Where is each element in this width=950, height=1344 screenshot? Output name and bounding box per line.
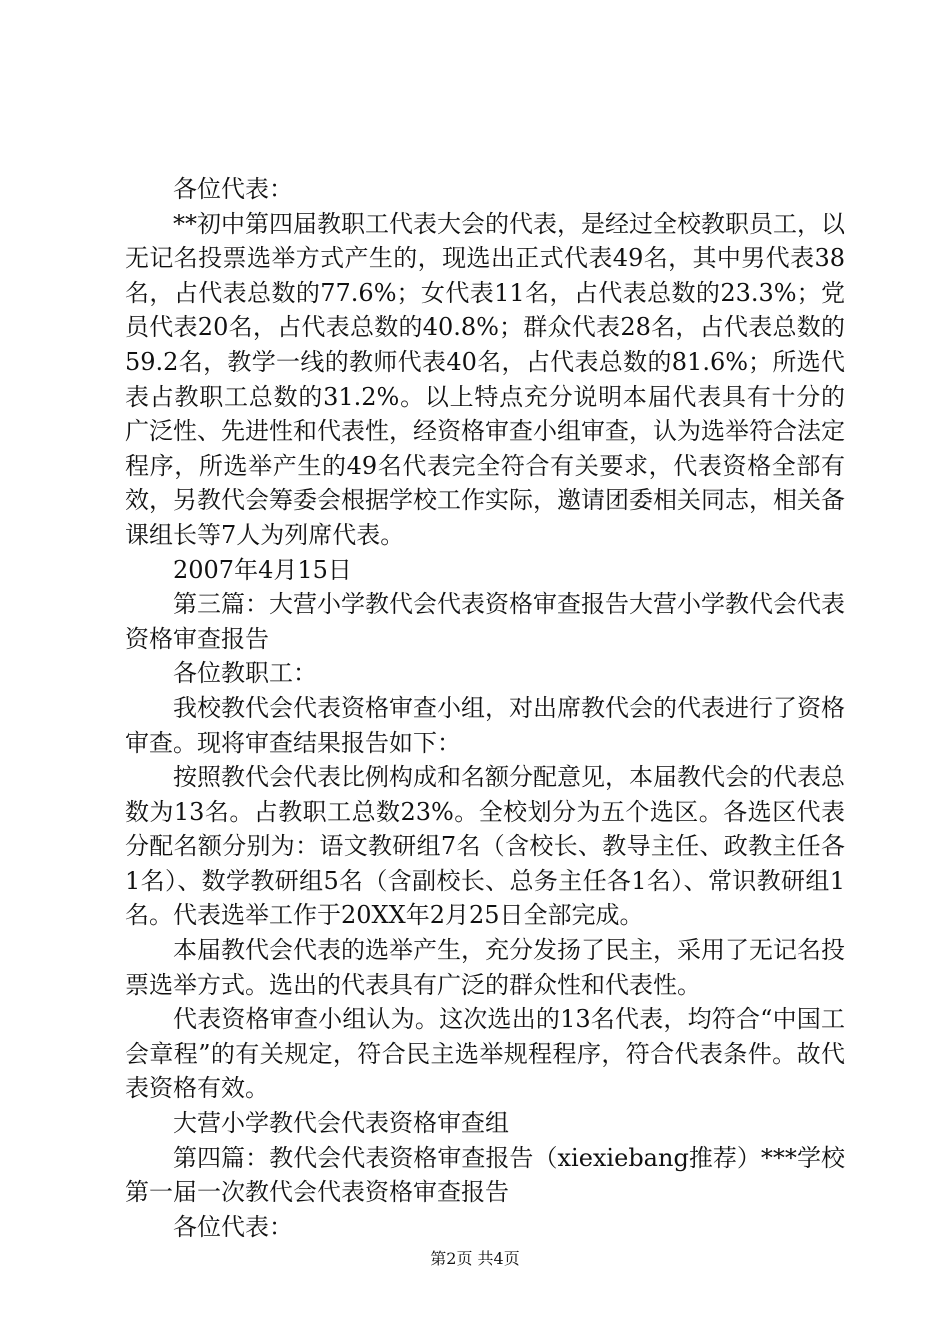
section-heading: 第四篇：教代会代表资格审查报告（xiexiebang推荐）***学校第一届一次教代会代表资格审查报告 (125, 1143, 845, 1207)
date-paragraph: 2007年4月15日 (173, 555, 352, 584)
body-paragraph: 本届教代会代表的选举产生，充分发扬了民主，采用了无记名投票选举方式。选出的代表具有广泛的群众性和代表性。 (125, 936, 845, 999)
document-body (125, 172, 845, 1244)
body-paragraph: 我校教代会代表资格审查小组，对出席教代会的代表进行了资格审查。现将审查结果报告如下： (125, 693, 845, 757)
section-heading: 第三篇：大营小学教代会代表资格审查报告大营小学教代会代表资格审查报告 (125, 590, 845, 653)
salutation-paragraph: 各位代表： (173, 175, 293, 203)
body-paragraph: **初中第四届教职工代表大会的代表，是经过全校教职员工，以无记名投票选举方式产生的，现选出正式代表49名，其中男代表38名，占代表总数的77.6%；女代表11名，占代表总数的23.3%；党员代表20名，占代表总数的40.8%；群众代表28名，占代表总数的59.2名，教学一线的教师代表40名，占代表总数的81.6%；所选代表占教职工总数的31.2%。以上特点充分说明本届代表具有十分的广泛性、先进性和代表性，经资格审查小组审查，认为选举符合法定程序，所选举产生的49名代表完全符合有关要求，代表资格全部有效，另教代会筹委会根据学校工作实际，邀请团委相关同志，相关备课组长等7人为列席代表。 (125, 209, 845, 549)
signature-paragraph: 大营小学教代会代表资格审查组 (173, 1109, 509, 1138)
page-number-footer: 第2页 共4页 (430, 1249, 520, 1268)
salutation-paragraph: 各位教职工： (173, 659, 317, 688)
body-paragraph: 代表资格审查小组认为。这次选出的13名代表，均符合“中国工会章程”的有关规定，符合民主选举规程程序，符合代表条件。故代表资格有效。 (125, 1005, 845, 1103)
body-paragraph: 按照教代会代表比例构成和名额分配意见，本届教代会的代表总数为13名。占教职工总数23%。全校划分为五个选区。各选区代表分配名额分别为：语文教研组7名（含校长、教导主任、政教主任各1名）、数学教研组5名（含副校长、总务主任各1名）、常识教研组1名。代表选举工作于20XX年2月25日全部完成。 (125, 763, 845, 930)
salutation-paragraph: 各位代表： (173, 1212, 293, 1241)
